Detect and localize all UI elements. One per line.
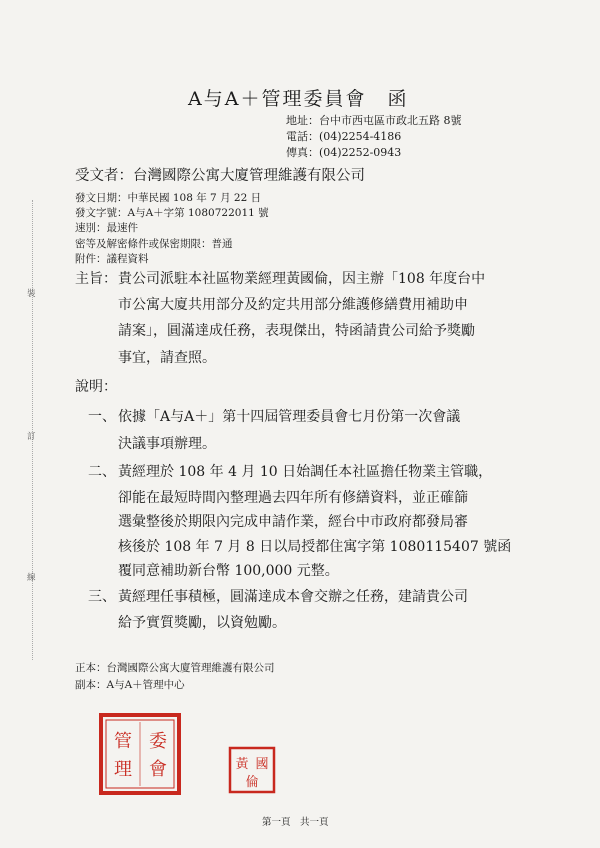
security-level: 密等及解密條件或保密期限：普通 <box>75 238 233 250</box>
svg-text:會: 會 <box>149 759 167 780</box>
item-number: 二、 <box>88 464 116 480</box>
attachment-line: 附件：議程資料 <box>75 253 149 265</box>
margin-mark: 訂 <box>27 432 36 442</box>
item-line: 選彙整後於期限內完成申請作業，經台中市政府都發局審 <box>118 514 468 530</box>
item-line: 決議事項辦理。 <box>118 436 216 452</box>
document-title: A与A＋管理委員會 函 <box>188 88 409 110</box>
item-number: 一、 <box>88 409 116 425</box>
item-line: 覆同意補助新台幣 100,000 元整。 <box>118 563 339 579</box>
fax-line: 傳真：(04)2252-0943 <box>286 146 402 159</box>
svg-text:委: 委 <box>149 731 167 752</box>
item-line: 卻能在最短時間內整理過去四年所有修繕資料，並正確篩 <box>118 490 468 506</box>
subject-line: 市公寓大廈共用部分及約定共用部分維護修繕費用補助申 <box>118 297 468 313</box>
subject-label: 主旨： <box>75 271 117 287</box>
explanation-label: 說明： <box>75 379 117 395</box>
svg-text:倫: 倫 <box>245 775 259 790</box>
committee-seal <box>98 712 182 796</box>
subject-line: 請案」，圓滿達成任務，表現傑出，特函請貴公司給予獎勵 <box>118 323 475 339</box>
svg-text:黃: 黃 <box>235 757 249 772</box>
speed-class: 速別：最速件 <box>75 222 138 234</box>
svg-text:管: 管 <box>114 731 132 752</box>
item-line: 核後於 108 年 7 月 8 日以局授都住寓字第 1080115407 號函 <box>118 539 512 555</box>
page-footer: 第一頁 共一頁 <box>262 817 329 828</box>
phone-line: 電話：(04)2254-4186 <box>286 130 402 143</box>
margin-mark: 裝 <box>27 289 36 299</box>
original-recipient: 正本：台灣國際公寓大廈管理維護有限公司 <box>75 662 275 674</box>
svg-text:國: 國 <box>255 757 269 772</box>
recipient-line: 受文者：台灣國際公寓大廈管理維護有限公司 <box>75 168 365 184</box>
item-line: 黃經理於 108 年 4 月 10 日始調任本社區擔任物業主管職， <box>118 464 493 480</box>
personal-seal <box>228 746 276 794</box>
item-line: 黃經理任事積極，圓滿達成本會交辦之任務，建請貴公司 <box>118 589 468 605</box>
issue-number: 發文字號：A与A＋字第 1080722011 號 <box>75 207 269 219</box>
item-line: 依據「A与A＋」第十四屆管理委員會七月份第一次會議 <box>118 409 461 425</box>
copy-recipient: 副本：A与A＋管理中心 <box>75 679 185 691</box>
svg-text:理: 理 <box>114 759 132 780</box>
item-line: 給予實質獎勵，以資勉勵。 <box>118 615 286 631</box>
margin-mark: 線 <box>27 573 36 583</box>
subject-line: 事宜，請查照。 <box>118 350 216 366</box>
item-number: 三、 <box>88 589 116 605</box>
issue-date: 發文日期：中華民國 108 年 7 月 22 日 <box>75 192 262 204</box>
address-line: 地址：台中市西屯區市政北五路 8號 <box>286 114 462 127</box>
subject-line: 貴公司派駐本社區物業經理黃國倫，因主辦「108 年度台中 <box>118 271 486 287</box>
